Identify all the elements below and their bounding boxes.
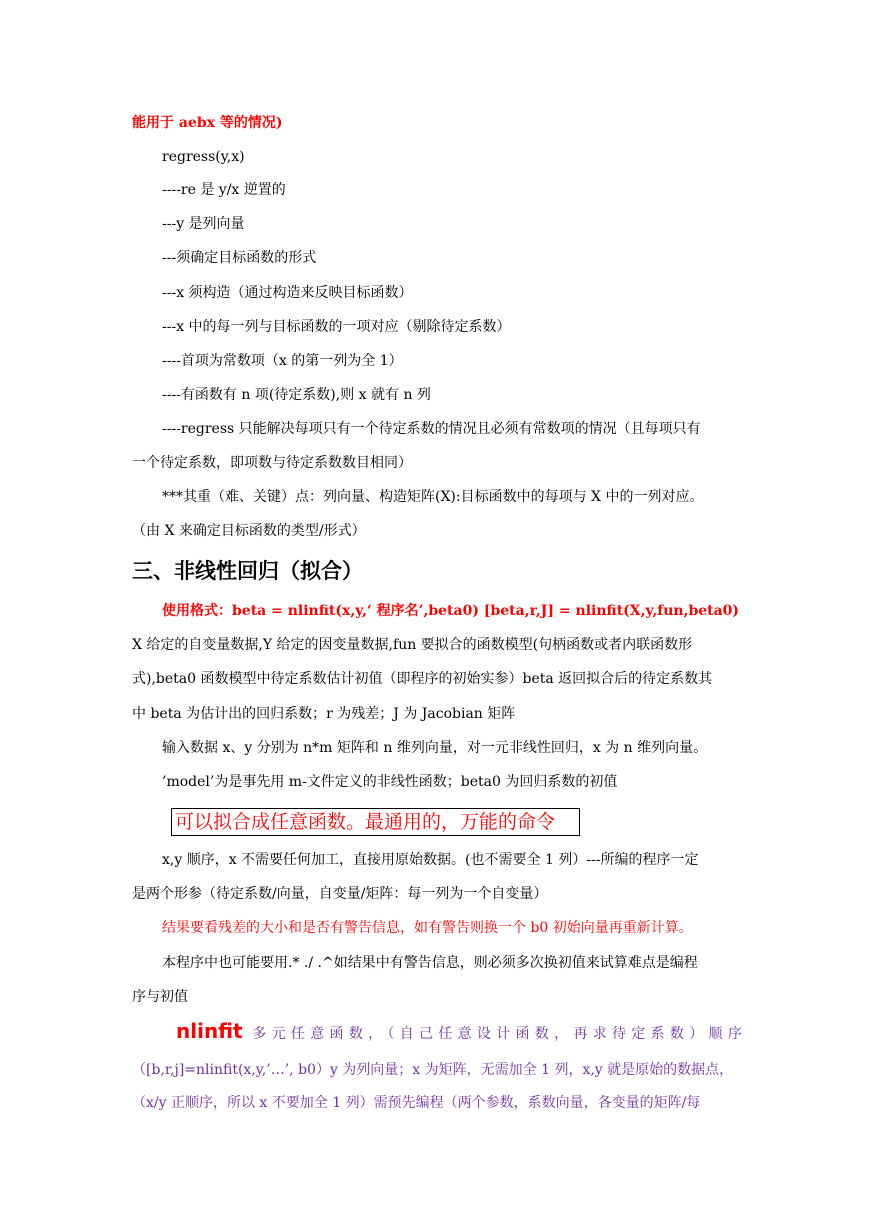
purple-line: （[b,r,j]=nlinfit(x,y,’…’, b0）y 为列向量；x 为矩阵，无需加全 1 列，x,y 就是原始的数据点， [132,1062,734,1078]
text-line: ---x 中的每一列与目标函数的一项对应（剔除待定系数） [162,319,511,335]
text-line: ----regress 只能解决每项只有一个待定系数的情况且必须有常数项的情况（且每项只有 [162,421,701,437]
text-line: 中 beta 为估计出的回归系数；r 为残差；J 为 Jacobian 矩阵 [132,706,516,722]
text-line: 能用于 aebx 等的情况) [132,115,283,131]
text-line: ----首项为常数项（x 的第一列为全 1） [162,353,403,369]
purple-text: 多元任意函数，（自己任意设计函数，再求待定系数）顺序 [242,1026,748,1042]
purple-line: （x/y 正顺序，所以 x 不要加全 1 列）需预先编程（两个参数，系数向量，各变量的矩阵/每 [132,1095,701,1111]
text-line: ----re 是 y/x 逆置的 [162,182,286,198]
text-line: 是两个形参（待定系数/向量，自变量/矩阵：每一列为一个自变量） [132,886,548,902]
text-line: regress(y,x) [162,149,245,165]
text-line: ---x 须构造（通过构造来反映目标函数） [162,285,413,301]
purple-line [176,1019,747,1046]
text-line: ----有函数有 n 项(待定系数),则 x 就有 n 列 [162,387,431,403]
text-line: 本程序中也可能要用.* ./ .^如结果中有警告信息，则必须多次换初值来试算难点是编程 [162,955,698,971]
text-line: ---y 是列向量 [162,216,245,232]
section-heading: 三、非线性回归（拟合） [132,559,363,583]
text-line: ’model’为是事先用 m-文件定义的非线性函数；beta0 为回归系数的初值 [162,774,618,790]
usage-format: 使用格式：beta = nlinfit(x,y,‘ 程序名’,beta0) [beta,r,J] = nlinfit(X,y,fun,beta0) [162,603,740,619]
text-line: 一个待定系数，即项数与待定系数数目相同） [132,455,412,471]
text-line: 输入数据 x、y 分别为 n*m 矩阵和 n 维列向量，对一元非线性回归，x 为 n 维列向量。 [162,740,708,756]
text-line: 式),beta0 函数模型中待定系数估计初值（即程序的初始实参）beta 返回拟合后的待定系数其 [132,671,713,687]
warning-note: 结果要看残差的大小和是否有警告信息，如有警告则换一个 b0 初始向量再重新计算。 [162,920,693,936]
text-line: （由 X 来确定目标函数的类型/形式） [132,523,366,539]
text-line: ---须确定目标函数的形式 [162,250,317,266]
text-line: x,y 顺序，x 不需要任何加工，直接用原始数据。(也不需要全 1 列）---所编的程序一定 [162,852,699,868]
text-line: 序与初值 [132,989,188,1005]
text-line: ***其重（难、关键）点：列向量、构造矩阵(X):目标函数中的每项与 X 中的一列对应。 [162,489,704,505]
text-line: X 给定的自变量数据,Y 给定的因变量数据,fun 要拟合的函数模型(句柄函数或者内联函数形 [132,637,693,653]
nlinfit-keyword: nlinfit [176,1019,243,1043]
boxed-highlight: 可以拟合成任意函数。最通用的，万能的命令 [171,808,580,836]
